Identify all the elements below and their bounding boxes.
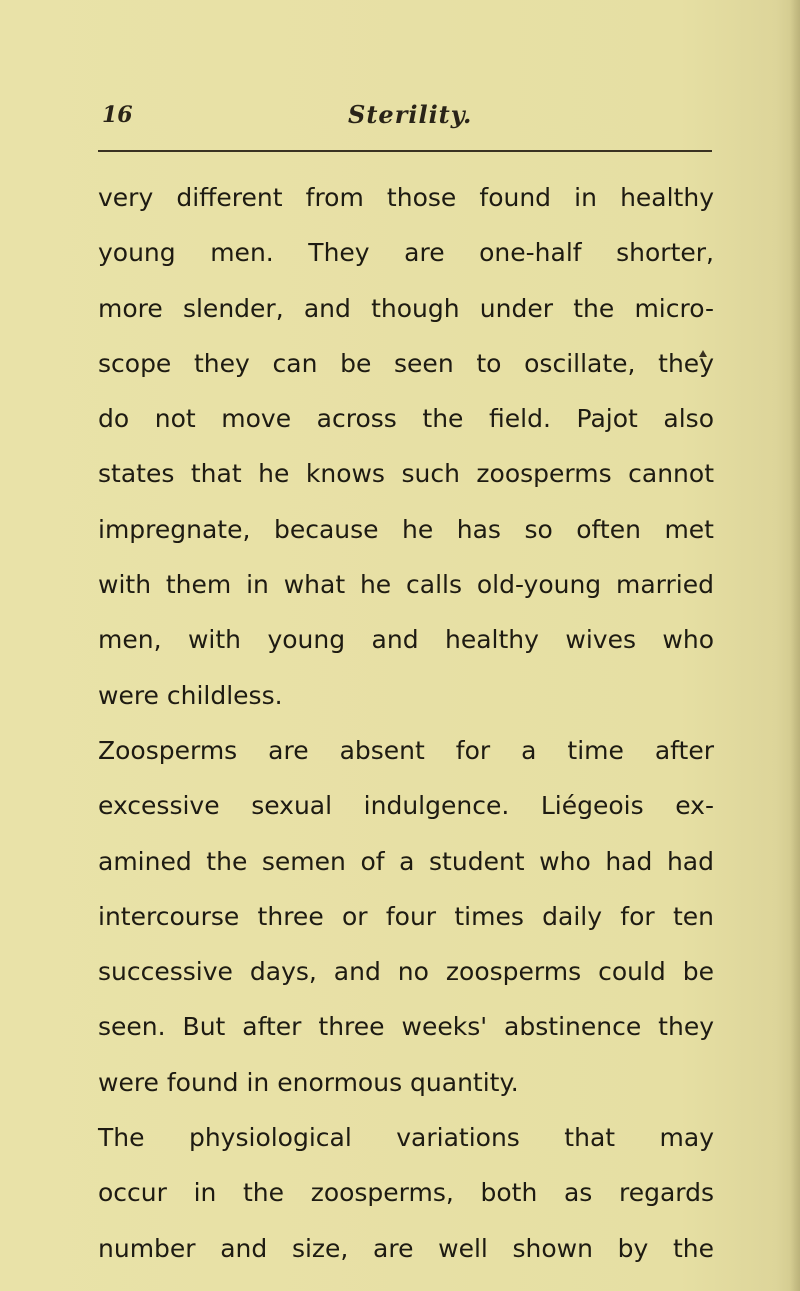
text-line: very different from those found in healthy [98, 183, 714, 212]
text-line: number and size, are well shown by the [98, 1233, 714, 1263]
page-number: 16 [102, 102, 133, 128]
text-line: more slender, and though under the micro- [98, 293, 714, 323]
text-line: intercourse three or four times daily for ten [98, 901, 714, 931]
text-line: amined the semen of a student who had had [98, 846, 714, 876]
page-edge-shadow [790, 0, 800, 1291]
text-line: were found in enormous quantity. [98, 1067, 519, 1097]
text-line: do not move across the field. Pajot also [98, 404, 714, 434]
text-line: young men. They are one-half shorter, [98, 238, 714, 268]
page-header [98, 98, 712, 148]
text-line: successive days, and no zoosperms could be [98, 957, 714, 987]
text-line: occur in the zoosperms, both as regards [98, 1178, 714, 1208]
running-title: Sterility. [348, 100, 473, 129]
text-line: scope they can be seen to oscillate, they [98, 348, 714, 378]
text-line: were childless. [98, 680, 283, 710]
header-rule [98, 150, 712, 152]
body-text [98, 170, 714, 1276]
text-line: Zoosperms are absent for a time after [98, 735, 714, 765]
text-line: The physiological variations that may [98, 1123, 714, 1153]
text-line: with them in what he calls old-young married [98, 570, 714, 600]
text-line: states that he knows such zoosperms cannot [98, 459, 714, 489]
text-line: impregnate, because he has so often met [98, 514, 714, 544]
text-line: men, with young and healthy wives who [98, 625, 714, 655]
text-line: seen. But after three weeks' abstinence they [98, 1012, 714, 1042]
text-line: excessive sexual indulgence. Liégeois ex- [98, 791, 714, 821]
